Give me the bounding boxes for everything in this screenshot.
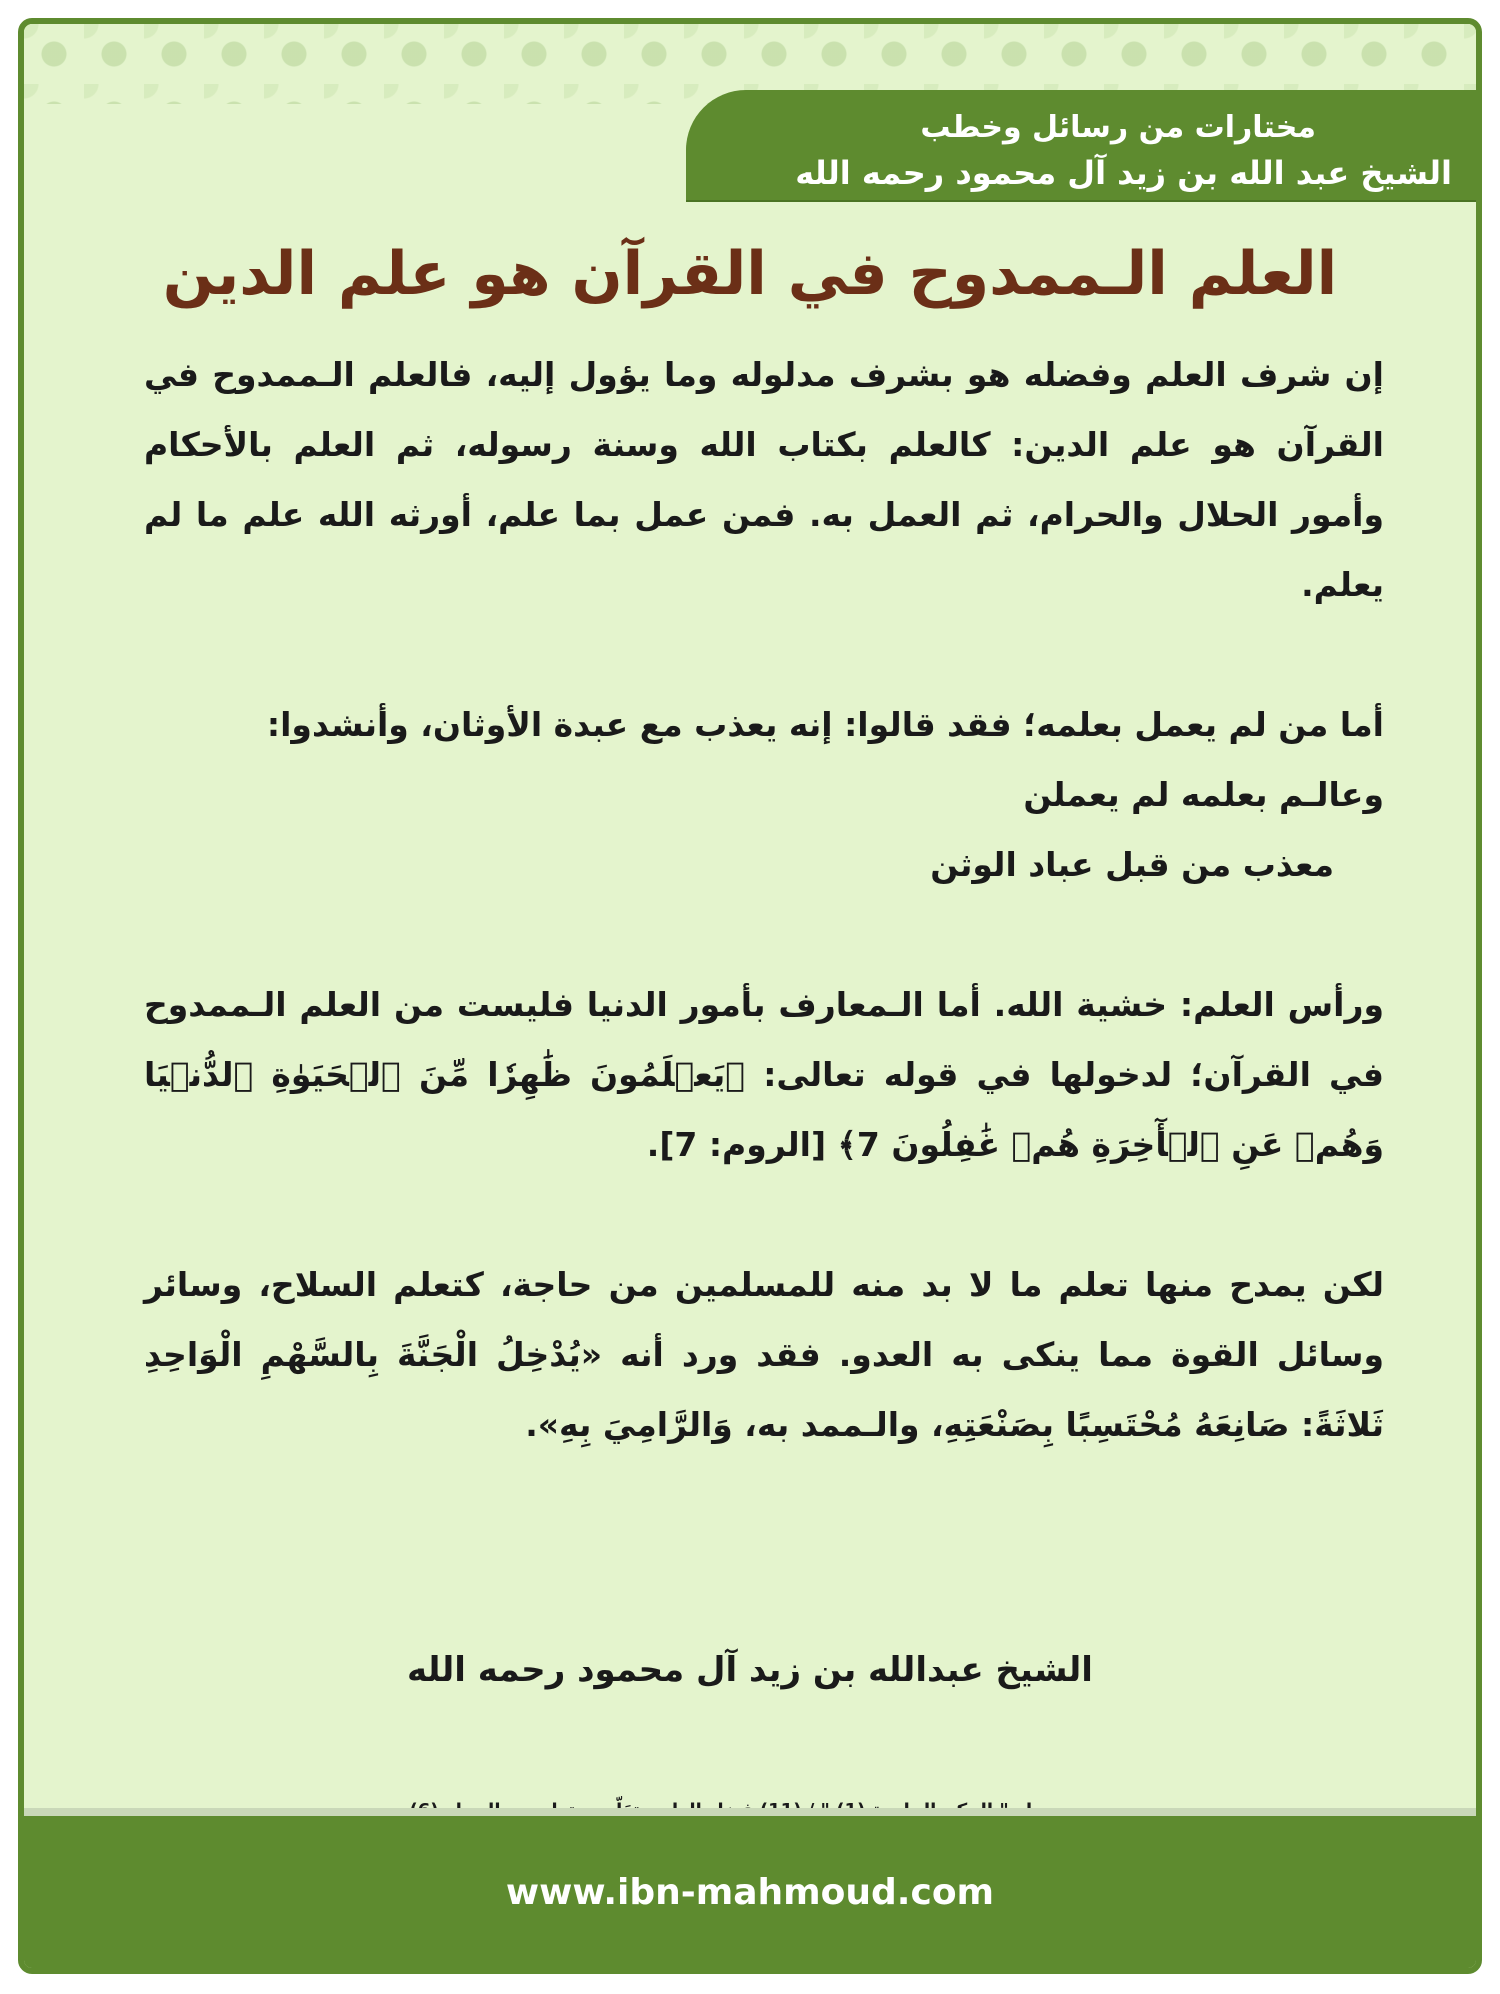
article-title: العلم الـممدوح في القرآن هو علم الدين [162, 239, 1338, 309]
header-series-title: مختارات من رسائل وخطب [920, 110, 1316, 145]
poem-line-2: معذب من قبل عباد الوثن [930, 845, 1334, 884]
poem-line-1: وعالـم بعلمه لم يعملن [1023, 775, 1384, 814]
page-frame [18, 18, 1482, 1974]
paragraph-gap [144, 900, 1384, 970]
website-link[interactable]: www.ibn-mahmoud.com [505, 1872, 995, 1913]
footer-divider [24, 1808, 1476, 1816]
article-body [144, 340, 1384, 1460]
paragraph-3: ورأس العلم: خشية الله. أما الـمعارف بأمور الدنيا فليست من العلم الـممدوح في القرآن؛ لدخولها في قوله تعالى: ﴿يَعۡلَمُونَ ظَٰهِرٗا مِّنَ ٱلۡحَيَوٰةِ ٱلدُّنۡيَا وَهُمۡ عَنِ ٱلۡأٓخِرَةِ هُمۡ غَٰفِلُونَ 7﴾ [الروم: 7]. [144, 985, 1384, 1164]
footer-band [24, 1816, 1476, 1968]
paragraph-gap [144, 1180, 1384, 1250]
header-author: الشيخ عبد الله بن زيد آل محمود رحمه الله [795, 154, 1452, 192]
author-signature: الشيخ عبدالله بن زيد آل محمود رحمه الله [407, 1650, 1093, 1690]
paragraph-2: أما من لم يعمل بعلمه؛ فقد قالوا: إنه يعذب مع عبدة الأوثان، وأنشدوا: [266, 705, 1384, 744]
paragraph-gap [144, 620, 1384, 690]
paragraph-4: لكن يمدح منها تعلم ما لا بد منه للمسلمين من حاجة، كتعلم السلاح، وسائر وسائل القوة مما ينكى به العدو. فقد ورد أنه «يُدْخِلُ الْجَنَّةَ بِالسَّهْمِ الْوَاحِدِ ثَلاثَةً: صَانِعَهُ مُحْتَسِبًا بِصَنْعَتِهِ، والـممد به، وَالرَّامِيَ بِهِ». [144, 1265, 1384, 1444]
paragraph-1: إن شرف العلم وفضله هو بشرف مدلوله وما يؤول إليه، فالعلم الـممدوح في القرآن هو علم الدين: كالعلم بكتاب الله وسنة رسوله، ثم العلم بالأحكام وأمور الحلال والحرام، ثم العمل به. فمن عمل بما علم، أورثه الله علم ما لم يعلم. [144, 355, 1384, 604]
